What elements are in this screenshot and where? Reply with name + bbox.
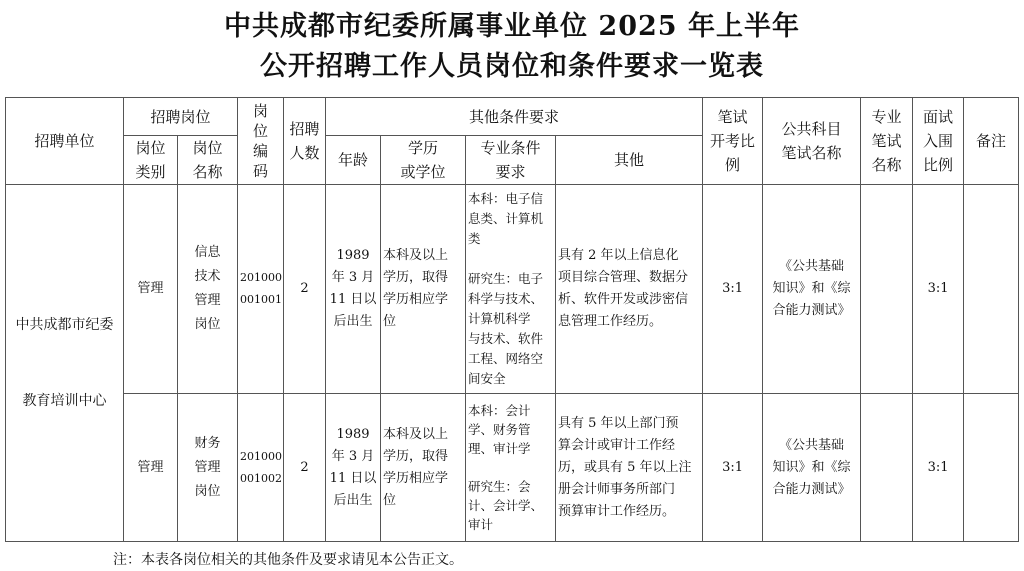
table-row [6, 394, 1019, 542]
unit-name: 中共成都市纪委 教育培训中心 [6, 185, 124, 542]
headcount: 2 [284, 185, 326, 394]
header-row-1 [6, 98, 1019, 136]
remarks [964, 394, 1019, 542]
position-type: 管理 [124, 185, 178, 394]
document-title-line-1: 中共成都市纪委所属事业单位 2025 年上半年 [224, 11, 800, 42]
header-unit: 招聘单位 [6, 98, 124, 185]
age-requirement: 1989 年 3 月 11 日以 后出生 [326, 185, 381, 394]
position-type: 管理 [124, 394, 178, 542]
age-requirement: 1989 年 3 月 11 日以 后出生 [326, 394, 381, 542]
header-remarks: 备注 [964, 98, 1019, 185]
headcount: 2 [284, 394, 326, 542]
position-name: 财务 管理 岗位 [178, 394, 238, 542]
public-exam-name: 《公共基础 知识》和《综 合能力测试》 [763, 394, 861, 542]
header-position-type: 岗位 类别 [124, 136, 178, 185]
major-requirement: 本科：会计 学、财务管 理、审计学 研究生：会 计、会计学、 审计 [466, 394, 556, 542]
remarks [964, 185, 1019, 394]
header-position: 招聘岗位 [124, 98, 238, 136]
other-requirement: 具有 5 年以上部门预 算会计或审计工作经 历，或具有 5 年以上注 册会计师事务所部门 预算审计工作经历。 [556, 394, 703, 542]
position-code: 201000 001002 [238, 394, 284, 542]
header-interview-ratio: 面试 入围 比例 [913, 98, 964, 185]
major-exam-name [861, 394, 913, 542]
header-written-ratio: 笔试 开考比 例 [703, 98, 763, 185]
footnote: 注：本表各岗位相关的其他条件及要求请见本公告正文。 [113, 552, 463, 568]
written-ratio: 3:1 [703, 185, 763, 394]
header-major-exam: 专业 笔试 名称 [861, 98, 913, 185]
education-requirement: 本科及以上 学历，取得 学历相应学 位 [381, 185, 466, 394]
document-title-line-2: 公开招聘工作人员岗位和条件要求一览表 [260, 51, 764, 82]
header-other-requirements: 其他条件要求 [326, 98, 703, 136]
recruitment-table [5, 97, 1019, 542]
position-code: 201000 001001 [238, 185, 284, 394]
header-headcount: 招聘 人数 [284, 98, 326, 185]
major-requirement: 本科：电子信 息类、计算机 类 研究生：电子 科学与技术、 计算机科学 与技术、软件 工程、网络空 间安全 [466, 185, 556, 394]
major-exam-name [861, 185, 913, 394]
header-other: 其他 [556, 136, 703, 185]
position-name: 信息 技术 管理 岗位 [178, 185, 238, 394]
header-position-name: 岗位 名称 [178, 136, 238, 185]
table-row [6, 185, 1019, 394]
education-requirement: 本科及以上 学历，取得 学历相应学 位 [381, 394, 466, 542]
public-exam-name: 《公共基础 知识》和《综 合能力测试》 [763, 185, 861, 394]
header-position-code: 岗 位 编 码 [238, 98, 284, 185]
other-requirement: 具有 2 年以上信息化 项目综合管理、数据分 析、软件开发或涉密信 息管理工作经历。 [556, 185, 703, 394]
header-public-exam: 公共科目 笔试名称 [763, 98, 861, 185]
header-age: 年龄 [326, 136, 381, 185]
interview-ratio: 3:1 [913, 185, 964, 394]
interview-ratio: 3:1 [913, 394, 964, 542]
written-ratio: 3:1 [703, 394, 763, 542]
header-major: 专业条件 要求 [466, 136, 556, 185]
header-education: 学历 或学位 [381, 136, 466, 185]
